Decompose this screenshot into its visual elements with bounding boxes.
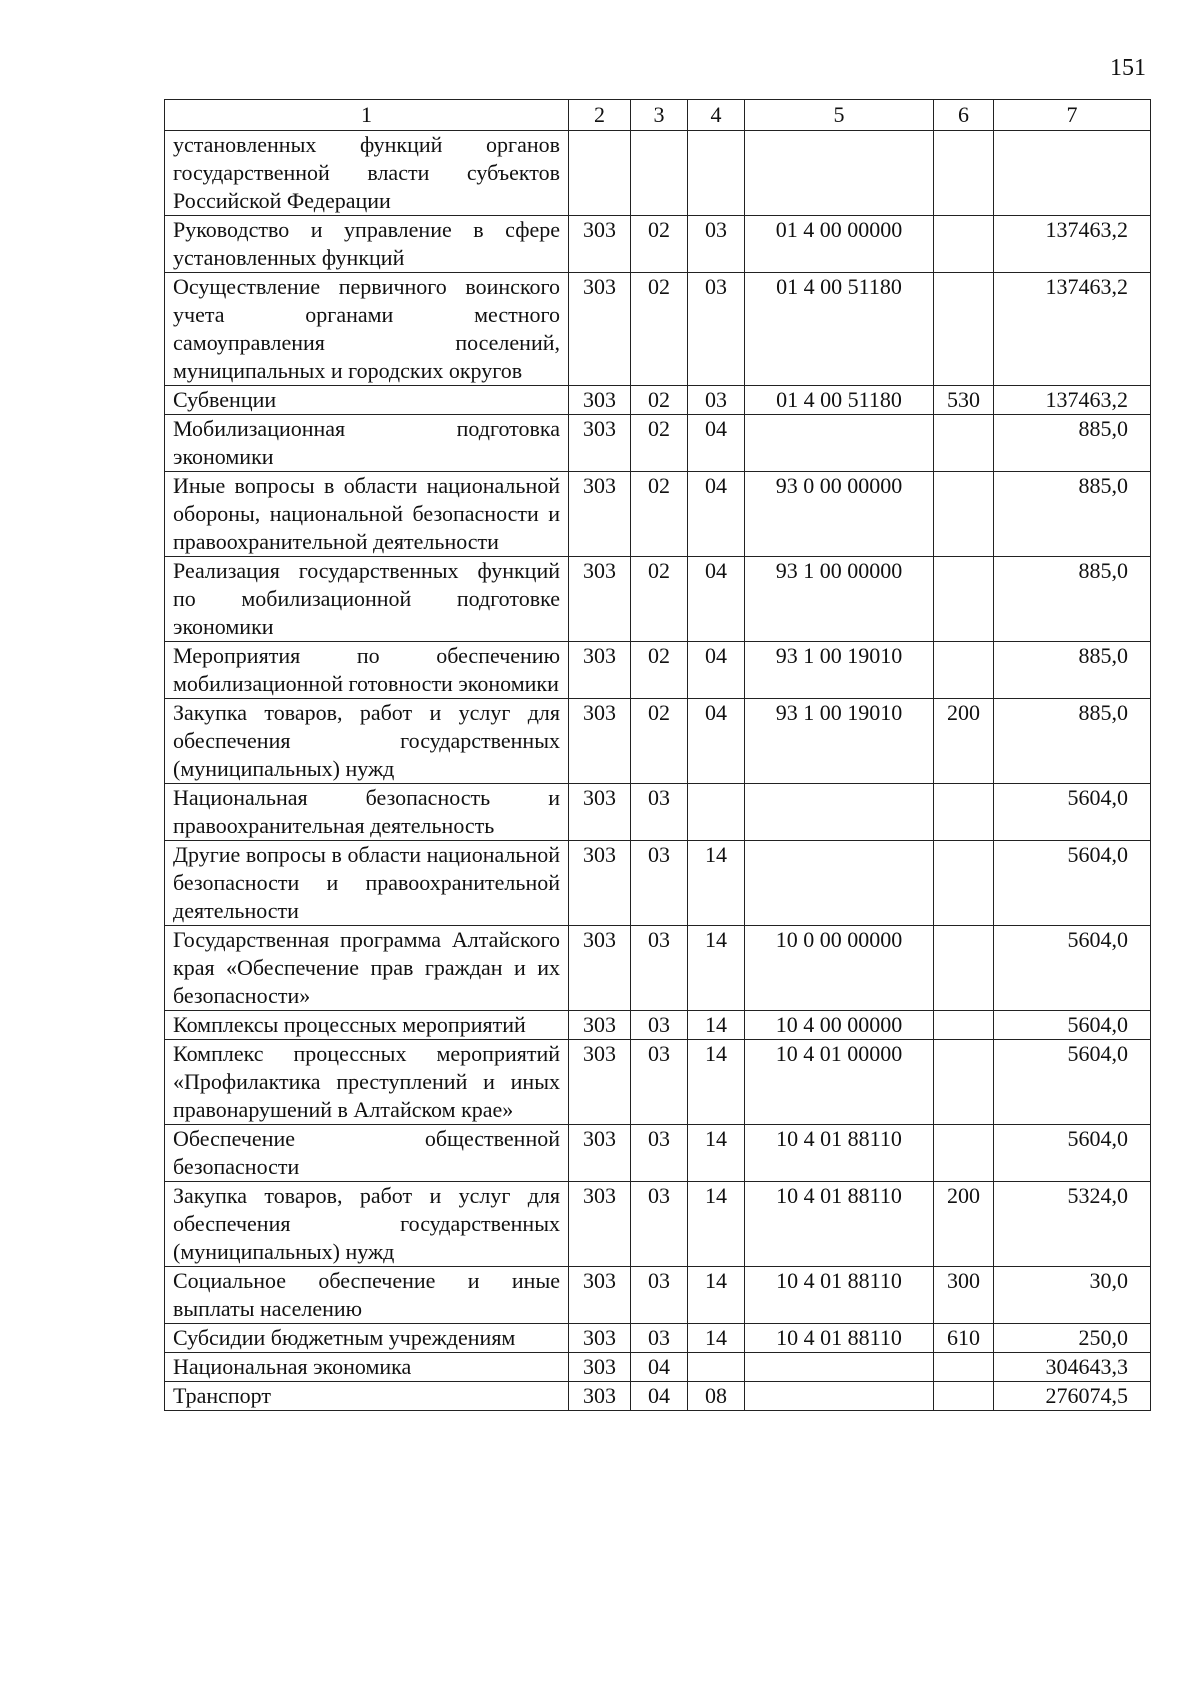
target-article-cell: 10 4 01 88110 [745, 1182, 934, 1267]
expense-type-cell [934, 216, 994, 273]
target-article-cell [745, 1353, 934, 1382]
subsection-code-cell: 14 [688, 1125, 745, 1182]
expense-type-cell [934, 926, 994, 1011]
table-row [165, 699, 1151, 784]
subsection-code-cell: 03 [688, 273, 745, 386]
row-name-cell: Субсидии бюджетным учреждениям [165, 1324, 569, 1353]
amount-cell: 5604,0 [994, 1011, 1151, 1040]
amount-cell: 5604,0 [994, 1125, 1151, 1182]
ministry-code-cell: 303 [569, 1011, 631, 1040]
target-article-cell: 10 4 01 88110 [745, 1267, 934, 1324]
ministry-code-cell: 303 [569, 1324, 631, 1353]
table-row [165, 273, 1151, 386]
expense-type-cell [934, 1125, 994, 1182]
subsection-code-cell: 04 [688, 472, 745, 557]
row-name-cell: Национальная безопасность и правоохранительная деятельность [165, 784, 569, 841]
ministry-code-cell: 303 [569, 415, 631, 472]
table-row [165, 926, 1151, 1011]
header-row [165, 100, 1151, 131]
table-row [165, 841, 1151, 926]
section-code-cell: 02 [631, 386, 688, 415]
ministry-code-cell: 303 [569, 1182, 631, 1267]
header-col-6: 6 [934, 100, 994, 131]
row-name-cell: Государственная программа Алтайского края «Обеспечение прав граждан и их безопасности» [165, 926, 569, 1011]
target-article-cell [745, 1382, 934, 1411]
amount-cell: 5604,0 [994, 1040, 1151, 1125]
table-row [165, 1382, 1151, 1411]
amount-cell: 304643,3 [994, 1353, 1151, 1382]
expense-type-cell [934, 1040, 994, 1125]
header-col-2: 2 [569, 100, 631, 131]
row-name-cell: Другие вопросы в области национальной безопасности и правоохранительной деятельности [165, 841, 569, 926]
target-article-cell: 93 0 00 00000 [745, 472, 934, 557]
section-code-cell: 03 [631, 1125, 688, 1182]
subsection-code-cell: 14 [688, 1182, 745, 1267]
section-code-cell [631, 131, 688, 216]
section-code-cell: 04 [631, 1382, 688, 1411]
target-article-cell [745, 131, 934, 216]
target-article-cell [745, 784, 934, 841]
table-row [165, 642, 1151, 699]
row-name-cell: установленных функций органов государственной власти субъектов Российской Федерации [165, 131, 569, 216]
ministry-code-cell: 303 [569, 1353, 631, 1382]
amount-cell: 30,0 [994, 1267, 1151, 1324]
ministry-code-cell: 303 [569, 386, 631, 415]
target-article-cell: 10 4 00 00000 [745, 1011, 934, 1040]
ministry-code-cell: 303 [569, 699, 631, 784]
row-name-cell: Социальное обеспечение и иные выплаты населению [165, 1267, 569, 1324]
amount-cell: 885,0 [994, 415, 1151, 472]
table-row [165, 1125, 1151, 1182]
target-article-cell: 10 4 01 00000 [745, 1040, 934, 1125]
section-code-cell: 03 [631, 1040, 688, 1125]
expense-type-cell: 300 [934, 1267, 994, 1324]
target-article-cell: 01 4 00 51180 [745, 386, 934, 415]
table-row [165, 131, 1151, 216]
row-name-cell: Закупка товаров, работ и услуг для обеспечения государственных (муниципальных) нужд [165, 1182, 569, 1267]
target-article-cell: 93 1 00 19010 [745, 699, 934, 784]
subsection-code-cell [688, 784, 745, 841]
target-article-cell: 93 1 00 00000 [745, 557, 934, 642]
amount-cell: 885,0 [994, 642, 1151, 699]
subsection-code-cell: 04 [688, 642, 745, 699]
subsection-code-cell: 03 [688, 386, 745, 415]
row-name-cell: Национальная экономика [165, 1353, 569, 1382]
section-code-cell: 03 [631, 1324, 688, 1353]
amount-cell: 250,0 [994, 1324, 1151, 1353]
amount-cell: 5604,0 [994, 784, 1151, 841]
target-article-cell: 93 1 00 19010 [745, 642, 934, 699]
row-name-cell: Руководство и управление в сфере установленных функций [165, 216, 569, 273]
target-article-cell: 01 4 00 00000 [745, 216, 934, 273]
section-code-cell: 03 [631, 841, 688, 926]
expense-type-cell [934, 642, 994, 699]
row-name-cell: Закупка товаров, работ и услуг для обеспечения государственных (муниципальных) нужд [165, 699, 569, 784]
ministry-code-cell: 303 [569, 472, 631, 557]
target-article-cell: 10 0 00 00000 [745, 926, 934, 1011]
table-row [165, 415, 1151, 472]
amount-cell: 137463,2 [994, 273, 1151, 386]
row-name-cell: Реализация государственных функций по мобилизационной подготовке экономики [165, 557, 569, 642]
subsection-code-cell: 14 [688, 841, 745, 926]
row-name-cell: Мобилизационная подготовка экономики [165, 415, 569, 472]
table-body [165, 131, 1151, 1411]
section-code-cell: 04 [631, 1353, 688, 1382]
amount-cell: 5604,0 [994, 926, 1151, 1011]
ministry-code-cell: 303 [569, 642, 631, 699]
row-name-cell: Иные вопросы в области национальной обороны, национальной безопасности и правоохранительной деятельности [165, 472, 569, 557]
section-code-cell: 02 [631, 699, 688, 784]
header-col-5: 5 [745, 100, 934, 131]
section-code-cell: 03 [631, 784, 688, 841]
page-number: 151 [1110, 55, 1146, 81]
row-name-cell: Комплексы процессных мероприятий [165, 1011, 569, 1040]
table-row [165, 1324, 1151, 1353]
expense-type-cell: 200 [934, 699, 994, 784]
subsection-code-cell: 14 [688, 1267, 745, 1324]
expense-type-cell [934, 784, 994, 841]
expense-type-cell [934, 841, 994, 926]
expense-type-cell [934, 1353, 994, 1382]
table-row [165, 557, 1151, 642]
amount-cell: 5324,0 [994, 1182, 1151, 1267]
amount-cell [994, 131, 1151, 216]
section-code-cell: 02 [631, 273, 688, 386]
target-article-cell: 01 4 00 51180 [745, 273, 934, 386]
row-name-cell: Комплекс процессных мероприятий «Профилактика преступлений и иных правонарушений в Алтайском крае» [165, 1040, 569, 1125]
table-row [165, 1267, 1151, 1324]
subsection-code-cell: 14 [688, 1011, 745, 1040]
header-col-4: 4 [688, 100, 745, 131]
section-code-cell: 02 [631, 415, 688, 472]
section-code-cell: 02 [631, 216, 688, 273]
subsection-code-cell: 04 [688, 557, 745, 642]
subsection-code-cell: 04 [688, 415, 745, 472]
amount-cell: 137463,2 [994, 216, 1151, 273]
section-code-cell: 02 [631, 557, 688, 642]
row-name-cell: Осуществление первичного воинского учета органами местного самоуправления поселений, муниципальных и городских округов [165, 273, 569, 386]
amount-cell: 885,0 [994, 699, 1151, 784]
expense-type-cell [934, 557, 994, 642]
section-code-cell: 02 [631, 472, 688, 557]
ministry-code-cell: 303 [569, 926, 631, 1011]
row-name-cell: Обеспечение общественной безопасности [165, 1125, 569, 1182]
subsection-code-cell: 14 [688, 1324, 745, 1353]
ministry-code-cell: 303 [569, 273, 631, 386]
section-code-cell: 03 [631, 1011, 688, 1040]
table-row [165, 1353, 1151, 1382]
table-row [165, 1011, 1151, 1040]
subsection-code-cell [688, 131, 745, 216]
section-code-cell: 03 [631, 1267, 688, 1324]
target-article-cell [745, 415, 934, 472]
target-article-cell [745, 841, 934, 926]
ministry-code-cell: 303 [569, 1125, 631, 1182]
amount-cell: 5604,0 [994, 841, 1151, 926]
expense-type-cell [934, 1011, 994, 1040]
ministry-code-cell: 303 [569, 1040, 631, 1125]
amount-cell: 276074,5 [994, 1382, 1151, 1411]
ministry-code-cell: 303 [569, 557, 631, 642]
header-col-3: 3 [631, 100, 688, 131]
section-code-cell: 03 [631, 926, 688, 1011]
expense-type-cell: 530 [934, 386, 994, 415]
ministry-code-cell: 303 [569, 1267, 631, 1324]
subsection-code-cell: 08 [688, 1382, 745, 1411]
subsection-code-cell: 03 [688, 216, 745, 273]
expense-type-cell: 610 [934, 1324, 994, 1353]
ministry-code-cell [569, 131, 631, 216]
expense-type-cell [934, 273, 994, 386]
table-row [165, 1040, 1151, 1125]
ministry-code-cell: 303 [569, 1382, 631, 1411]
target-article-cell: 10 4 01 88110 [745, 1125, 934, 1182]
header-col-7: 7 [994, 100, 1151, 131]
row-name-cell: Мероприятия по обеспечению мобилизационной готовности экономики [165, 642, 569, 699]
ministry-code-cell: 303 [569, 784, 631, 841]
table-row [165, 386, 1151, 415]
expense-type-cell: 200 [934, 1182, 994, 1267]
expense-type-cell [934, 1382, 994, 1411]
table-row [165, 472, 1151, 557]
expense-type-cell [934, 415, 994, 472]
ministry-code-cell: 303 [569, 216, 631, 273]
table-row [165, 784, 1151, 841]
expense-type-cell [934, 472, 994, 557]
section-code-cell: 02 [631, 642, 688, 699]
subsection-code-cell: 04 [688, 699, 745, 784]
subsection-code-cell: 14 [688, 1040, 745, 1125]
target-article-cell: 10 4 01 88110 [745, 1324, 934, 1353]
amount-cell: 885,0 [994, 472, 1151, 557]
table-row [165, 1182, 1151, 1267]
subsection-code-cell [688, 1353, 745, 1382]
amount-cell: 137463,2 [994, 386, 1151, 415]
header-col-1: 1 [165, 100, 569, 131]
row-name-cell: Субвенции [165, 386, 569, 415]
subsection-code-cell: 14 [688, 926, 745, 1011]
table-row [165, 216, 1151, 273]
row-name-cell: Транспорт [165, 1382, 569, 1411]
expense-type-cell [934, 131, 994, 216]
section-code-cell: 03 [631, 1182, 688, 1267]
budget-table [164, 99, 1151, 1411]
ministry-code-cell: 303 [569, 841, 631, 926]
amount-cell: 885,0 [994, 557, 1151, 642]
